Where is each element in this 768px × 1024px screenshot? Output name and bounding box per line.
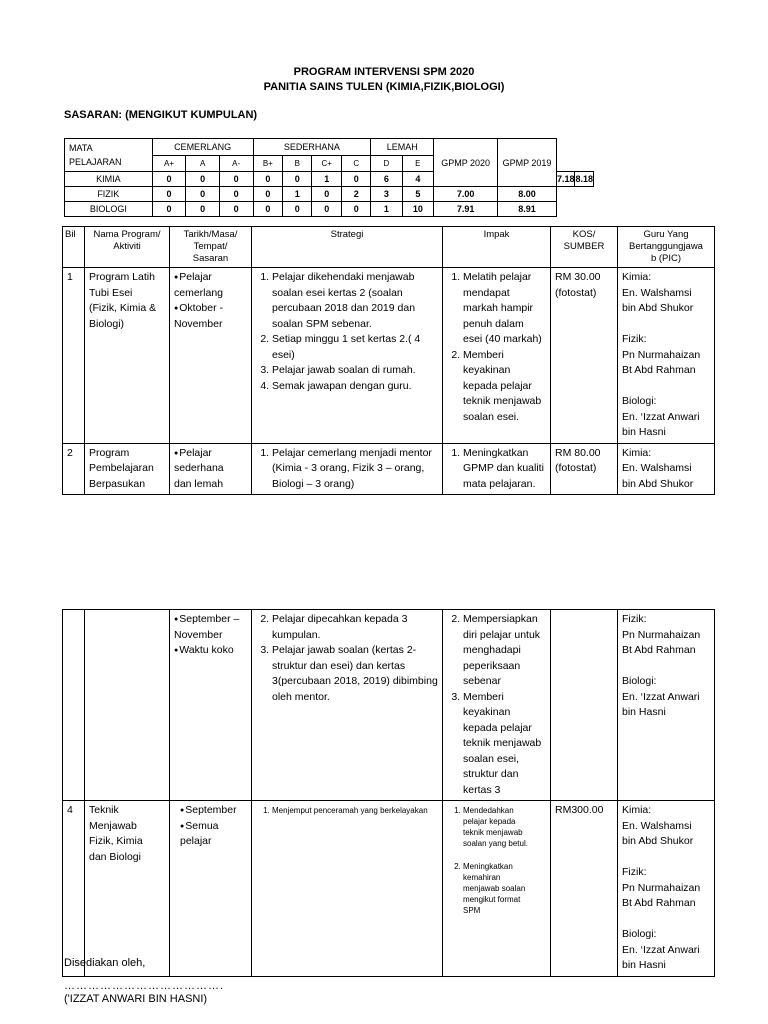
grade-count: 0 [219,187,253,202]
grade-label: B+ [253,156,283,172]
signatory-name: ('IZZAT ANWARI BIN HASNI) [64,993,208,1005]
list-item: 2. Mempersiapkan diri pelajar untuk menghadapi peperiksaan sebenar [463,612,546,690]
grade-count: 2 [342,187,371,202]
list-item: 3. Pelajar jawab soalan di rumah. [272,363,438,379]
list-item: ● Pelajar sederhana dan lemah [174,446,247,493]
subject-name: BIOLOGI [65,202,153,217]
pic-cell: Fizik: Pn Nurmahaizan Bt Abd Rahman Biologi: En. ‘Izzat Anwari bin Hasni [618,610,715,801]
grade-label: B [283,156,312,172]
date-target-cell [170,443,252,495]
list-item: 3. Pelajar jawab soalan (kertas 2- struktur dan esei) dan kertas 3(percubaan 2018, 2019) dibimbing oleh mentor. [272,643,438,705]
table-row [63,610,715,801]
grade-count: 4 [402,172,434,187]
subject-name: KIMIA [65,172,153,187]
document-subtitle: PANITIA SAINS TULEN (KIMIA,FIZIK,BIOLOGI) [263,81,505,93]
header-bil: Bil [63,227,85,268]
grade-count: 0 [186,202,219,217]
gpmp-2020-header: GPMP 2020 [434,139,498,187]
program-name: Teknik Menjawab Fizik, Kimia dan Biologi [85,801,170,977]
grade-count: 0 [186,172,219,187]
grade-label: A [186,156,219,172]
pic-cell: Kimia: En. Walshamsi bin Abd Shukor [618,443,715,495]
header-tarikh: Tarikh/Masa/ Tempat/ Sasaran [170,227,252,268]
pic-cell: Kimia: En. Walshamsi bin Abd Shukor Fizik: Pn Nurmahaizan Bt Abd Rahman Biologi: En. ‘Izzat Anwari bin Hasni [618,268,715,444]
grade-label: D [371,156,402,172]
strategy-cell [252,268,443,444]
grade-count: 0 [312,187,342,202]
grade-count: 0 [253,172,283,187]
gpmp-2019-header: GPMP 2019 [498,139,557,187]
grade-count: 0 [253,187,283,202]
grade-row-biologi [65,202,594,217]
grade-label: A- [219,156,253,172]
cost-cell: RM300.00 [551,801,618,977]
header-guru: Guru Yang Bertanggungjawa b (PIC) [618,227,715,268]
list-item: 1. Pelajar cemerlang menjadi mentor (Kimia - 3 orang, Fizik 3 – orang, Biologi – 3 orang) [272,446,438,493]
grade-count: 1 [283,187,312,202]
grade-count: 5 [402,187,434,202]
program-name [85,610,170,801]
cost-cell [551,610,618,801]
list-item: 2. Memberi keyakinan kepada pelajar teknik menjawab soalan esei. [463,348,546,426]
impact-cell [443,443,551,495]
row-number: 4 [63,801,85,977]
subject-name: FIZIK [65,187,153,202]
gpmp-2019-value: 8.91 [498,202,557,217]
grade-target-table [64,138,594,217]
subject-header: MATA PELAJARAN [65,139,153,172]
document-title: PROGRAM INTERVENSI SPM 2020 [293,66,475,78]
grade-count: 0 [253,202,283,217]
list-item: ● Pelajar cemerlang [174,270,247,301]
impact-cell [443,801,551,977]
grade-count: 10 [402,202,434,217]
strategy-cell [252,610,443,801]
group-header-cemerlang: CEMERLANG [152,139,253,156]
signature-line: …………………………………. [64,980,225,992]
grade-count: 3 [371,187,402,202]
gpmp-2019-value: 8.00 [498,187,557,202]
list-item: 1. Menjemput penceramah yang berkelayakan [272,805,438,816]
gpmp-2020-value: 7.91 [434,202,498,217]
list-item: ● September [180,803,247,819]
grade-count: 0 [312,202,342,217]
header-nama-program: Nama Program/ Aktiviti [85,227,170,268]
table-row [63,268,715,444]
header-kos: KOS/ SUMBER [551,227,618,268]
list-item: ● Oktober - November [174,301,247,332]
grade-count: 0 [283,172,312,187]
date-target-cell [170,610,252,801]
row-number [63,610,85,801]
cost-cell: RM 30.00 (fotostat) [551,268,618,444]
list-item: 3. Memberi keyakinan kepada pelajar teknik menjawab soalan esei, struktur dan kertas 3 [463,690,546,799]
grade-label: E [402,156,434,172]
grade-count: 0 [152,172,186,187]
list-item: 2. Setiap minggu 1 set kertas 2.( 4 esei) [272,332,438,363]
list-item: 1. Meningkatkan GPMP dan kualiti mata pelajaran. [463,446,546,493]
table-row [63,443,715,495]
grade-count: 0 [283,202,312,217]
date-target-cell [170,268,252,444]
header-impak: Impak [443,227,551,268]
grade-count: 0 [342,172,371,187]
list-item: 2. Meningkatkan kemahiran menjawab soalan mengikut format SPM [463,861,546,916]
program-name: Program Latih Tubi Esei (Fizik, Kimia & Biologi) [85,268,170,444]
list-item: ● Semua pelajar [180,819,247,850]
cost-cell: RM 80.00 (fotostat) [551,443,618,495]
strategy-cell [252,443,443,495]
grade-count: 0 [219,202,253,217]
date-target-cell [170,801,252,977]
pic-cell: Kimia: En. Walshamsi bin Abd Shukor Fizik: Pn Nurmahaizan Bt Abd Rahman Biologi: En. ‘Izzat Anwari bin Hasni [618,801,715,977]
grade-label: C+ [312,156,342,172]
grade-count: 0 [186,187,219,202]
list-item: ● Waktu koko [174,643,247,659]
grade-row-fizik [65,187,594,202]
grade-count: 0 [342,202,371,217]
row-number: 2 [63,443,85,495]
impact-cell [443,610,551,801]
program-table-header [63,227,715,268]
grade-count: 1 [312,172,342,187]
list-item: 1. Pelajar dikehendaki menjawab soalan esei kertas 2 (soalan percubaan 2018 dan 2019 dan soalan SPM sebenar. [272,270,438,332]
impact-cell [443,268,551,444]
list-item: 1. Mendedahkan pelajar kepada teknik menjawab soalan yang betul. [463,805,546,849]
gpmp-2019-value: 8.18 [575,172,594,187]
grade-count: 0 [219,172,253,187]
grade-count: 1 [371,202,402,217]
program-name: Program Pembelajaran Berpasukan [85,443,170,495]
prepared-by-label: Disediakan oleh, [64,957,146,969]
grade-count: 0 [152,187,186,202]
strategy-cell [252,801,443,977]
grade-label: C [342,156,371,172]
gpmp-2020-value: 7.18 [556,172,575,187]
table-row [63,801,715,977]
group-header-lemah: LEMAH [371,139,434,156]
list-item: 2. Pelajar dipecahkan kepada 3 kumpulan. [272,612,438,643]
grade-count: 6 [371,172,402,187]
program-table [62,226,715,495]
list-item: 1. Melatih pelajar mendapat markah hampir penuh dalam esei (40 markah) [463,270,546,348]
program-table-continued [62,609,715,977]
header-strategi: Strategi [252,227,443,268]
list-item: ● September – November [174,612,247,643]
target-heading: SASARAN: (MENGIKUT KUMPULAN) [64,109,258,121]
grade-label: A+ [152,156,186,172]
row-number: 1 [63,268,85,444]
list-item: 4. Semak jawapan dengan guru. [272,379,438,395]
gpmp-2020-value: 7.00 [434,187,498,202]
group-header-sederhana: SEDERHANA [253,139,371,156]
grade-count: 0 [152,202,186,217]
